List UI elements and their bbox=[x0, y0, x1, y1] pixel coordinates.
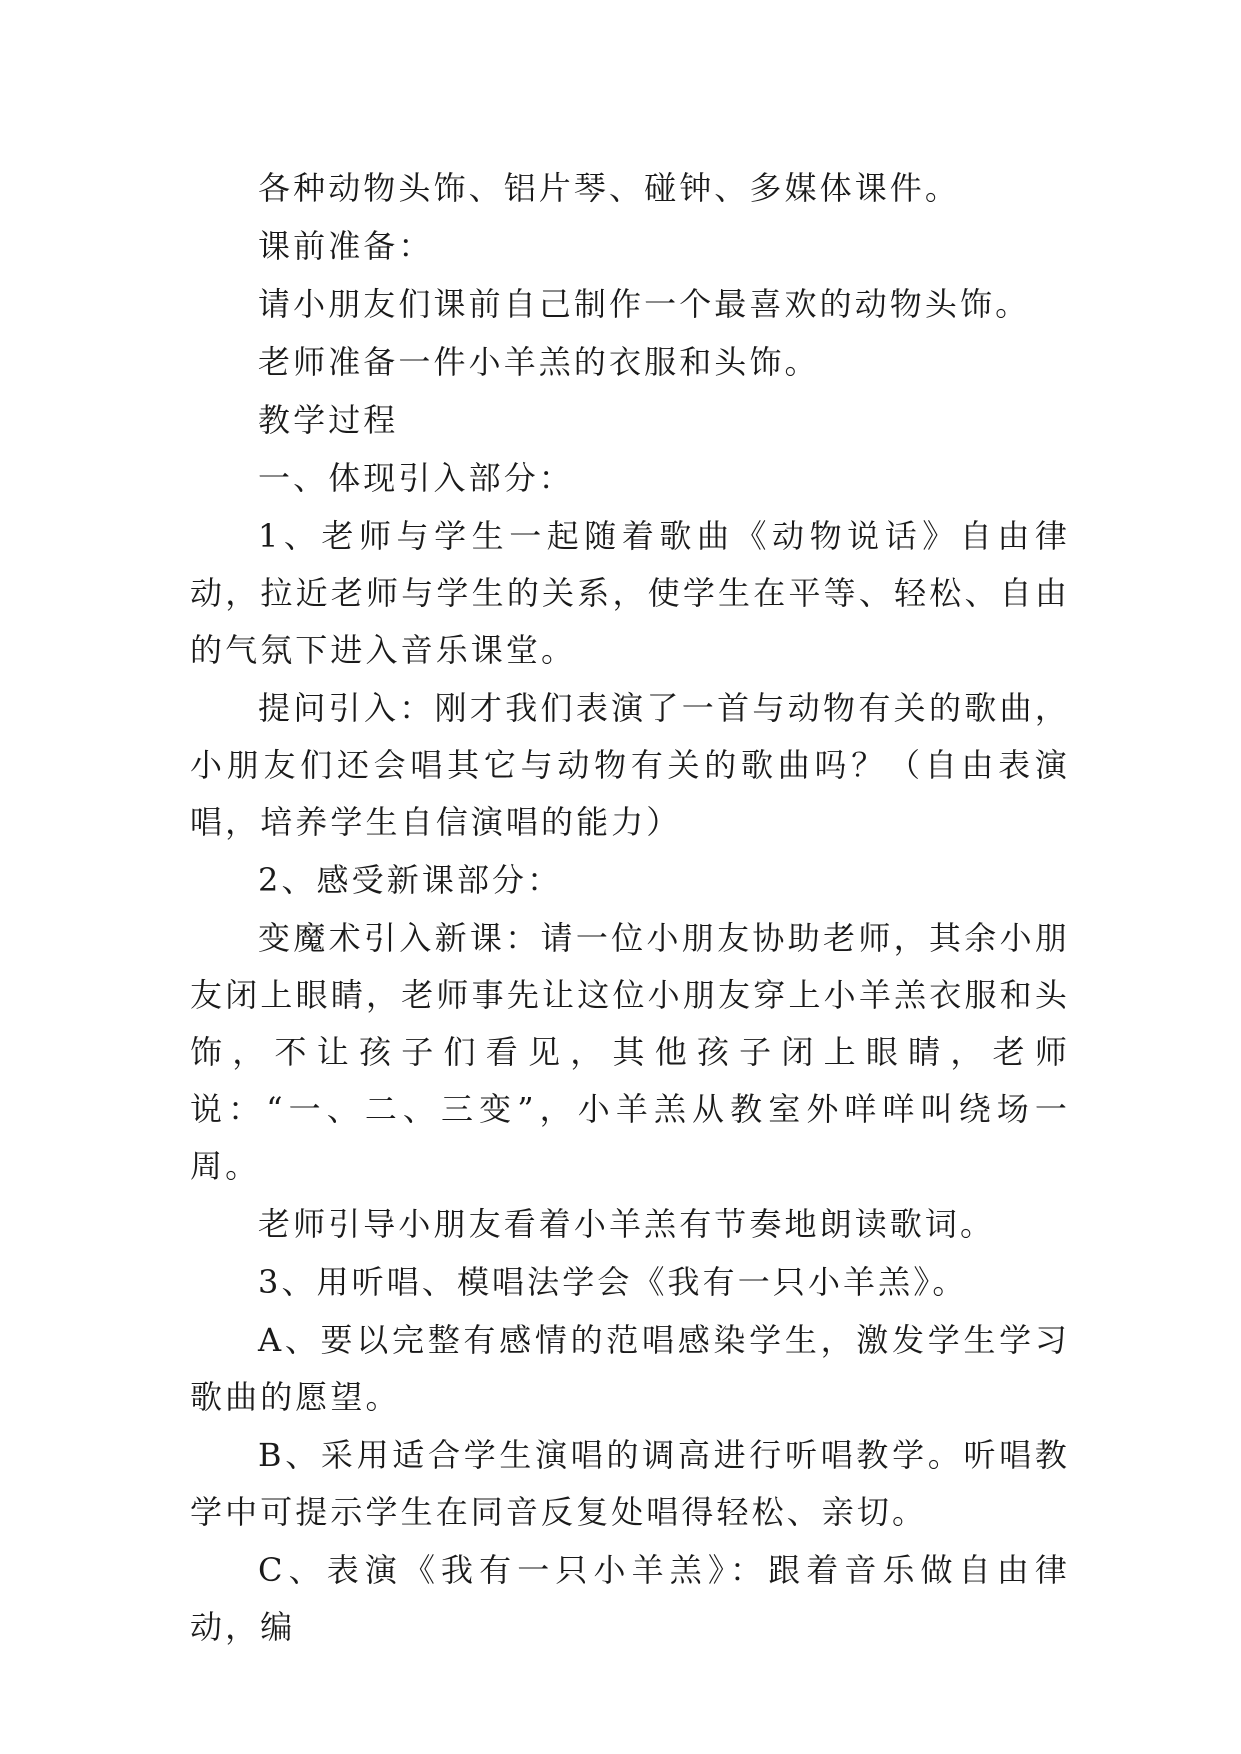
document-body bbox=[190, 160, 1070, 1657]
paragraph-item-a: A、要以完整有感情的范唱感染学生，激发学生学习歌曲的愿望。 bbox=[190, 1321, 1070, 1416]
paragraph-materials: 各种动物头饰、铝片琴、碰钟、多媒体课件。 bbox=[258, 169, 961, 207]
paragraph-question-intro: 提问引入：刚才我们表演了一首与动物有关的歌曲，小朋友们还会唱其它与动物有关的歌曲吗？（自由表演唱，培养学生自信演唱的能力） bbox=[190, 689, 1070, 841]
paragraph-process-heading: 教学过程 bbox=[258, 401, 399, 439]
paragraph-item-b: B、采用适合学生演唱的调高进行听唱教学。听唱教学中可提示学生在同音反复处唱得轻松、亲切。 bbox=[190, 1436, 1070, 1531]
paragraph-read-lyrics: 老师引导小朋友看着小羊羔有节奏地朗读歌词。 bbox=[258, 1205, 996, 1243]
paragraph-preparation-heading: 课前准备： bbox=[258, 227, 434, 265]
paragraph-student-preparation: 请小朋友们课前自己制作一个最喜欢的动物头饰。 bbox=[258, 285, 1031, 323]
paragraph-magic-intro: 变魔术引入新课：请一位小朋友协助老师，其余小朋友闭上眼睛，老师事先让这位小朋友穿上小羊羔衣服和头饰，不让孩子们看见，其他孩子闭上眼睛，老师说：“一、二、三变”，小羊羔从教室外咩咩叫绕场一周。 bbox=[190, 919, 1070, 1185]
paragraph-step-1: 1、老师与学生一起随着歌曲《动物说话》自由律动，拉近老师与学生的关系，使学生在平等、轻松、自由的气氛下进入音乐课堂。 bbox=[190, 517, 1070, 669]
paragraph-step-3: 3、用听唱、模唱法学会《我有一只小羊羔》。 bbox=[258, 1263, 968, 1301]
paragraph-section-one-heading: 一、体现引入部分： bbox=[258, 459, 574, 497]
paragraph-item-c: C、表演《我有一只小羊羔》：跟着音乐做自由律动，编 bbox=[190, 1551, 1070, 1646]
paragraph-teacher-preparation: 老师准备一件小羊羔的衣服和头饰。 bbox=[258, 343, 820, 381]
paragraph-step-2-heading: 2、感受新课部分： bbox=[258, 861, 563, 899]
